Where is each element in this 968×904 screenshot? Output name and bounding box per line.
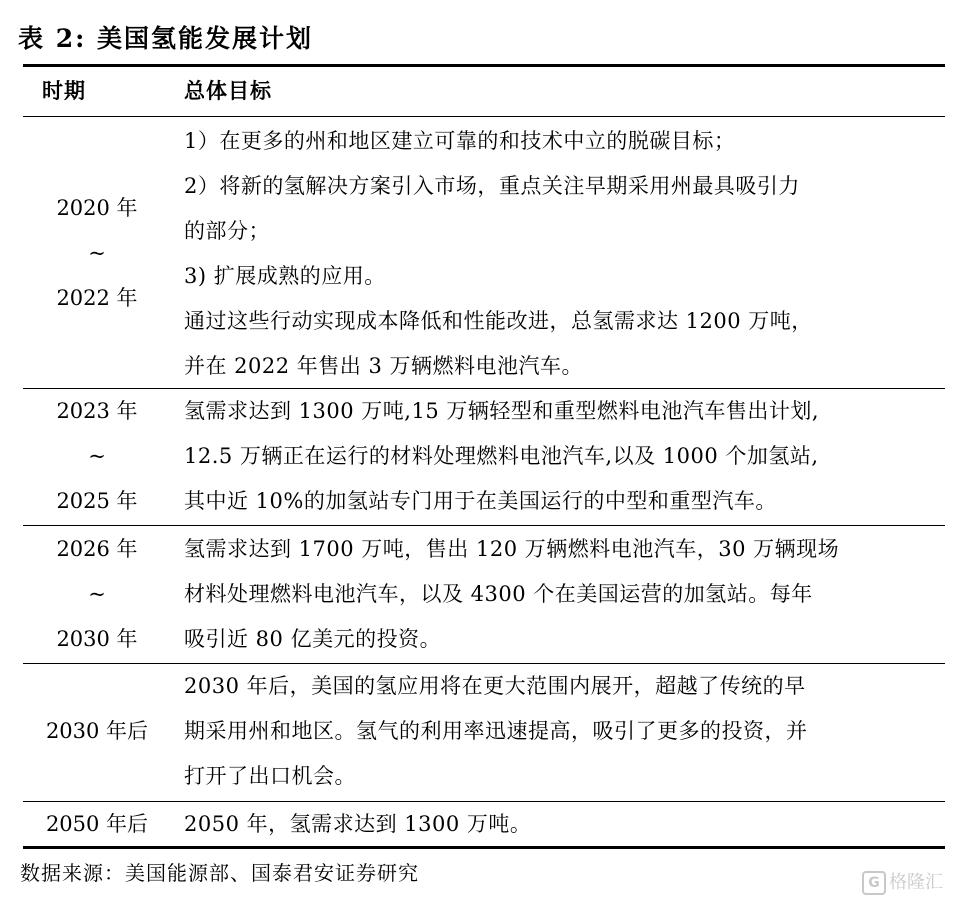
period-after-2030: 2030 年后 — [45, 719, 149, 743]
period-end: 2022 年 — [56, 286, 138, 310]
goal-line: 1）在更多的州和地区建立可靠的和技术中立的脱碳目标； — [184, 129, 736, 153]
goal-line: 2）将新的氢解决方案引入市场，重点关注早期采用州最具吸引力 — [184, 174, 800, 198]
goal-line: 并在 2022 年售出 3 万辆燃料电池汽车。 — [184, 354, 584, 378]
period-2020-2022 — [23, 186, 171, 321]
goal-line: 2050 年，氢需求达到 1300 万吨。 — [184, 812, 532, 836]
table-title: 表 2: 美国氢能发展计划 — [18, 24, 314, 53]
header-period: 时期 — [42, 78, 86, 103]
period-after-2050: 2050 年后 — [45, 812, 149, 836]
period-end: 2030 年 — [56, 627, 138, 651]
watermark-text: 格隆汇 — [889, 872, 943, 893]
goal-2023-2025 — [184, 389, 938, 524]
bottom-rule — [23, 846, 945, 849]
period-start: 2020 年 — [56, 196, 138, 220]
goal-line: 的部分； — [184, 219, 270, 243]
top-rule — [23, 64, 945, 67]
period-2023-2025 — [23, 389, 171, 524]
brand-logo-icon: G — [862, 871, 886, 895]
goal-line: 3) 扩展成熟的应用。 — [184, 264, 386, 288]
goal-line: 期采用州和地区。氢气的利用率迅速提高，吸引了更多的投资，并 — [184, 719, 808, 743]
goal-line: 其中近 10%的加氢站专门用于在美国运行的中型和重型汽车。 — [184, 489, 777, 513]
row-rule — [23, 525, 945, 526]
period-start: 2023 年 — [56, 399, 138, 423]
goal-line: 12.5 万辆正在运行的材料处理燃料电池汽车,以及 1000 个加氢站, — [184, 444, 819, 468]
goal-line: 通过这些行动实现成本降低和性能改进，总氢需求达 1200 万吨， — [184, 309, 813, 333]
watermark — [862, 868, 943, 895]
goal-after-2030 — [184, 664, 938, 799]
goal-line: 打开了出口机会。 — [184, 764, 356, 788]
data-source: 数据来源：美国能源部、国泰君安证券研究 — [20, 861, 419, 885]
period-start: 2026 年 — [56, 537, 138, 561]
goal-line: 吸引近 80 亿美元的投资。 — [184, 627, 442, 651]
goal-line: 氢需求达到 1700 万吨，售出 120 万辆燃料电池汽车，30 万辆现场 — [184, 537, 840, 561]
goal-after-2050 — [184, 802, 938, 847]
period-2026-2030 — [23, 527, 171, 662]
period-tilde: ~ — [88, 582, 106, 606]
period-tilde: ~ — [88, 241, 106, 265]
goal-line: 材料处理燃料电池汽车，以及 4300 个在美国运营的加氢站。每年 — [184, 582, 813, 606]
goal-2020-2022 — [184, 119, 938, 389]
goal-2026-2030 — [184, 527, 938, 662]
goal-line: 2030 年后，美国的氢应用将在更大范围内展开，超越了传统的早 — [184, 674, 806, 698]
period-end: 2025 年 — [56, 489, 138, 513]
header-rule — [23, 116, 945, 117]
header-goal: 总体目标 — [184, 78, 272, 103]
goal-line: 氢需求达到 1300 万吨,15 万辆轻型和重型燃料电池汽车售出计划, — [184, 399, 820, 423]
period-tilde: ~ — [88, 444, 106, 468]
